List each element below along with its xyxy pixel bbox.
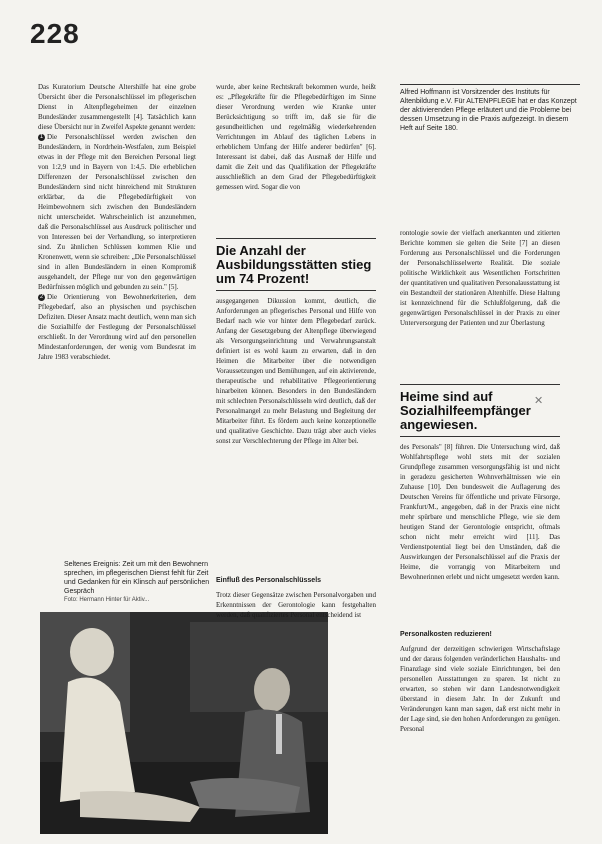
column-left [38,82,196,570]
paragraph: des Personals" [8] führen. Die Untersuchung wird, daß Wohlfahrtspflege wohl stets mit der sozialen Grundpflege zusammen versorgungsfähig ist und nicht in geradezu gesicherten Wohnverhältnissen wie ein Zuhause [10]. Den bundesweit die Auflagerung des Deutschen Vereins für öffentliche und private Fürsorge, Frankfurt/M., angegeben, daß in der Praxis eine nicht mehr spürbare und menschliche Pflege, wie sie dem heutigen Stand der Gerontologie entspricht, oftmals schon nicht mehr erreicht wird [11]. Das Verdienstpotential liegt bei den Umständen, daß die Auswirkungen der Personalschlüssel auf die Praxis der Heime, die vorrangig von Mitarbeitern und Bewohnerinnen erlebt und nicht umgesetzt werden kann. [400,443,560,581]
column-right-body [400,442,560,618]
headline-rule-top [216,238,376,239]
bullet-2-icon: 2 [39,293,44,300]
headline-rule-right-top [400,384,560,385]
headline-middle: Die Anzahl der Ausbildungsstätten stieg um 74 Prozent! [216,243,372,286]
column-middle-section [216,570,376,619]
infobox-rule [400,84,580,85]
photo [40,612,328,834]
caption-text: Seltenes Ereignis: Zeit um mit den Bewohnern sprechen, im pflegerischen Dienst fehlt für Zeit und Gedanken für ein Klinsch auf persönlichen Gespräch [64,561,210,595]
photo-caption [64,560,216,604]
column-right [400,228,560,378]
headline-rule-right-bottom [400,436,560,437]
paragraph: wurde, aber keine Rechtskraft bekommen wurde, heißt es: „Pflegekräfte für die Pflegebedürftigen im Sinne dieser Verordnung werden wie Kranke unter Berücksichtigung so trifft im, daß sie für die gesundheitlichen und regelmäßig wiederkehrenden Verrichtungen im Ablauf des täglichen Lebens in erheblichem Umfang der Hilfe anderer bedürfen" [6]. Interessant ist dabei, daß das Ausmaß der Hilfe und damit die Zeit und das Qualifikation der Pflegekräfte ausschließlich an dem Grad der Pflegebedürftigkeit gemessen wird. Sogar die von [216,83,376,191]
page-number: 228 [30,18,80,49]
paragraph [38,132,196,292]
paragraph: Trotz dieser Gegensätze zwischen Personalvorgaben und Erkenntnissen der Gerontologie kann festgehalten werden, daß qualifiziertes Personal entscheidend ist [216,591,376,619]
caption-credit: Foto: Hermann Hinter für Aktiv... [64,597,150,603]
paragraph: Das Kuratorium Deutsche Altershilfe hat eine grobe Übersicht über die Personalschlüssel im pflegerischen Dienst in Altenpflegeheimen der einzelnen Bundesländer zusammengestellt [4]. Tatsächlich kann diese Übersicht nur in Zweifel Aspekte genannt werden: [38,83,196,131]
headline-right: Heime sind auf Sozialhilfeempfänger angewiesen. [400,389,531,432]
column-right-section [400,624,560,836]
paragraph: rontologie sowie der vielfach anerkannten und zitierten Berichte kommen sie gelten die Seite [7] an diesen Forderung aus Personalschlüssel und die Forderungen der Personalschlüsselwerte Realität. Die soziale politische Wirklichkeit aus Wesentlichen Fortschritten der quantitativen und qualitativen Personalausstattung ist ein Bestandteil der stationären Altenhilfe. Diese Haltung ist kennzeichnend für die Schlußfolgerung, daß die gegenwärtigen Personalschlüssel in der Praxis zu einer Unterversorgung der Patienten und zur Überlastung [400,229,560,327]
paragraph-text: Die Orientierung von Bewohnerkriterien, dem Pflegebedarf, also an physischen und psychischen Defiziten. Dieser Ansatz macht deutlich, wenn man sich die Sozialhilfe der Festlegung der Personalschlüssel erschließt. In der Verordnung wird auf den personellen Mindestanforderungen, der wenig vom Bundesrat im Jahre 1983 verabschiedet. [38,293,196,361]
paragraph: ausgegangenen Dikussion kommt, deutlich, die Anforderungen an pflegerisches Personal und Hilfe von Bedarf nach wie vor hinter dem Pflegebedarf zurück. Anfang der Gesetzgebung der Altenpflege überwiegend als Versorgungseinrichtung und Verwahrungsanstalt definiert ist es wohl kaum zu erwarten, daß in den Heimen die Mitarbeiter über die notwendigen Voraussetzungen und Bemühungen, auf ein aktivierende, therapeutische und rehabilitative Pflegeorientierung hinarbeiten können. Besonders in den Bundesländern mit schlechten Personalschlüsseln wird deutlich, daß der Personalmangel zu mehr Belastung und Begleitung der Mitarbeiter führt. Es fördern auch keine konzeptionelle und qualitative Geschichte. Dazu trägt aber auch vieles sonst zur Verschlechterung der Pflege im Alter bei. [216,297,376,445]
column-middle-body [216,296,376,568]
photo-illustration [40,612,328,834]
subheading: Einfluß des Personalschlüssels [216,577,322,584]
bullet-1-icon: 1 [39,133,44,140]
headline-rule-bottom [216,290,376,291]
decorative-x-icon: ✕ [534,395,544,407]
paragraph-text: Die Personalschlüssel werden zwischen den Bundesländern, in Nordrhein-Westfalen, zum Beispiel etwas in der Pflege mit den Bereichen Personal liegt von 1:2,9 und in Bayern von 1:4,5. Die erheblichen Differenzen der Personalschlüssel zwischen den Bundesländern sind nicht hinreichend mit Strukturen erklärbar, da die Pflegebedürftigkeit von Heimbewohnern sich zwischen den Bundesländern nicht unterscheidet. Wahrscheinlich ist anzunehmen, daß die Personalschlüssel aus Ausdruck politischer und von Interessen bei der Verhandlung, so interpretieren sind. Zu ähnlichen Schlüssen kommen Klie und Kronenwett, wenn sie schreiben: „Die Personalschlüssel sind in allen Bundesländern in einen Kompromiß ausgehandelt, der Pflege nur von den gegenwärtigen Bedürfnissen möglich und gebunden zu sein." [5]. [38,133,196,291]
column-middle [216,82,376,230]
subheading: Personalkosten reduzieren! [400,631,492,638]
paragraph: Aufgrund der derzeitigen schwierigen Wirtschaftslage und der daraus folgenden veränderlichen Haushalts- und Finanzlage sind viele soziale Einrichtungen, bei den personellen Ausstattungen zu sparen. Ist nicht zu erwarten, so stehen wir dann Landesnotwendigkeit überstand in diesem Jahr. In der Zukunft und Veränderungen kann man sagen, daß erst nicht mehr in der Lage sind, sie den hohen Anforderungen zu genügen. Personal [400,645,560,733]
paragraph [38,292,196,362]
author-infobox: Alfred Hoffmann ist Vorsitzender des Instituts für Altenbildung e.V. Für ALTENPFLEGE hat er das Konzept der aktivierenden Pflege erläutert und die Probleme bei dessen Umsetzung in die Praxis aufgezeigt. In diesem Heft auf Seite 180. [400,89,577,132]
